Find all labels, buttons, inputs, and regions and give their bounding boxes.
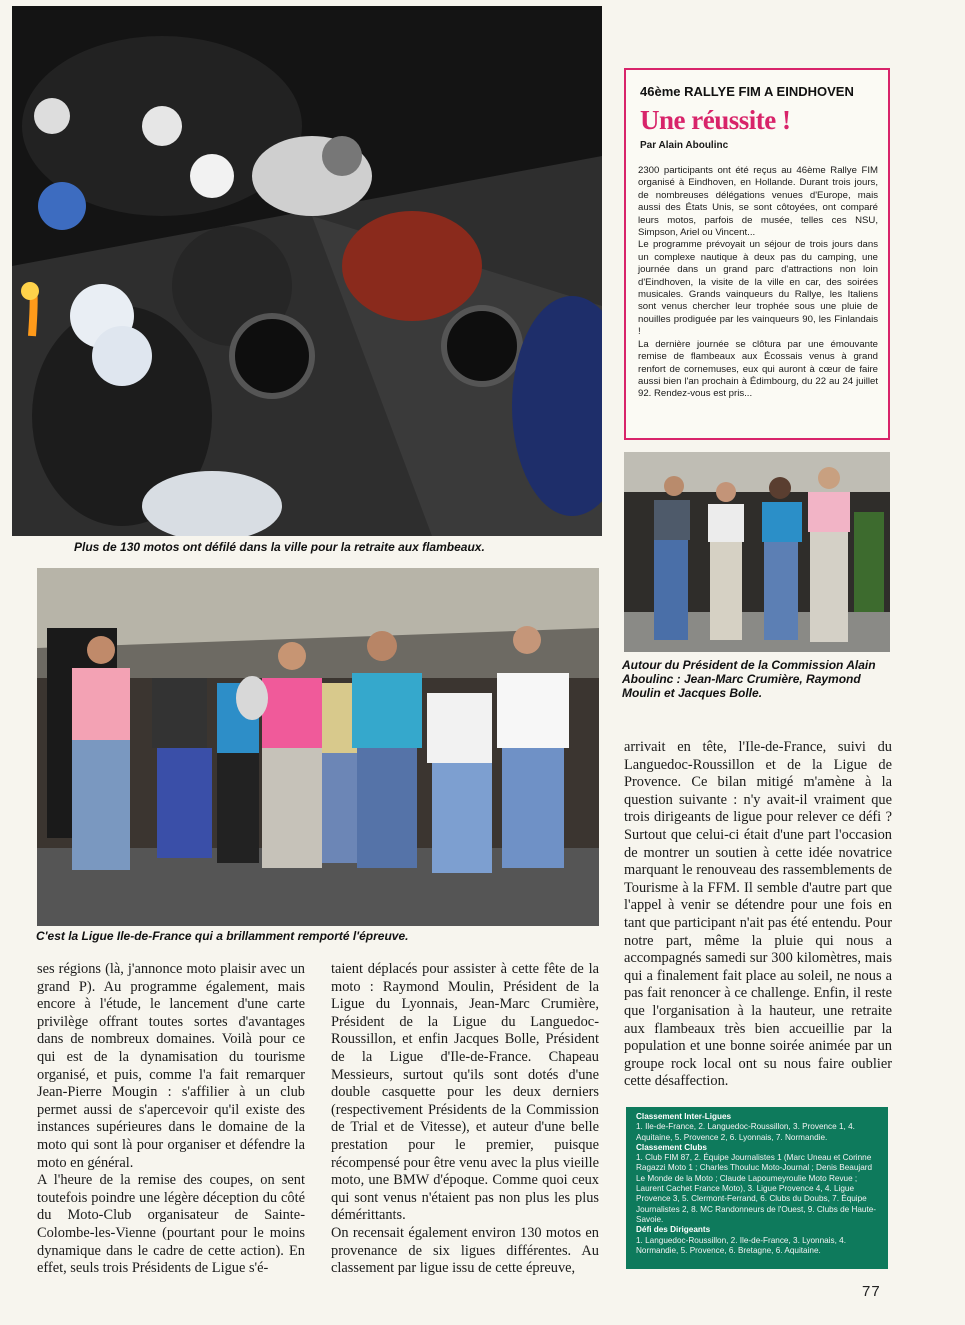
results-text: 1. Ile-de-France, 2. Languedoc-Roussillon, 3. Provence 1, 4. Aquitaine, 5. Provence 2, 6. Lyonnais, 7. Normandie. — [636, 1122, 855, 1142]
photo-ile-de-france-team — [37, 568, 599, 926]
article-column-2 — [331, 961, 599, 1278]
sidebar-paragraph: Le programme prévoyait un séjour de trois jours dans un complexe nautique à deux pas du camping, une journée dans un grand parc d'attractions non loin d'Eindhoven, la visite de la ville en car, des soirées musicales. Grands vainqueurs du Rallye, les Italiens sont venus chercher leur trophée sous une pluie de nouilles prodiguée par les vainqueurs 90, les Finlandais ! — [638, 239, 878, 338]
article-paragraph: arrivait en tête, l'Ile-de-France, suivi du Languedoc-Roussillon et de la Ligue de Provence. Ce bilan mitigé m'amène à la question suivante : n'y avait-il vraiment que trois dirigeants de ligue pour relever ce défi ? Surtout que celui-ci était d'une part l'occasion de montrer un soutien à cette idée novatrice marquant le renouveau des rassemblements de Tourisme à la FFM. Il semble d'autre part que l'appel à venir se détendre pour une fois en tant que participant n'ait pas été entendu. Pour notre part, même la pluie qui nous a accompagnés samedi sur 300 kilomètres, mais qui a finalement fait place au soleil, ne nous a pas fait renoncer à ce challenge. Enfin, il reste que l'organisation à la hauteur, une retraite aux flambeaux très bien accueillie par la population et une bonne soirée animée par un groupe rock local ont su nous faire oublier cette désaffection. — [624, 739, 892, 1090]
photo-league-presidents — [624, 452, 890, 652]
article-column-3 — [624, 739, 892, 1091]
results-text: 1. Club FIM 87, 2. Équipe Journalistes 1 (Marc Uneau et Corinne Ragazzi Moto 1 ; Charles Thouluc Moto-Journal ; Denis Beaujard Le Monde de la Moto ; Claude Lapoumeyroulie Moto Revue ; Laurent Cachet France Moto), 3. Ligue Provence 4, 4. Ligue Provence 3, 5. Clermont-Ferrand, 6. Clubs du Doubs, 7. Équipe Journalistes 2, 8. MC Randonneurs de l'Ouest, 9. Clubs de Haute-Savoie. — [636, 1153, 877, 1224]
article-paragraph: A l'heure de la remise des coupes, on sent toutefois poindre une légère déception du côté du Moto-Club organisateur de Sainte-Colombe-les-Vienne (pourtant pour le moins dynamique dans le cadre de cette action). En effet, seuls trois Présidents de Ligue s'é- — [37, 1172, 305, 1277]
sidebar-paragraph: 2300 participants ont été reçus au 46ème Rallye FIM organisé à Eindhoven, en Hollande. Durant trois jours, de nombreuses délégations venues d'Europe, mais aussi des États Unis, se sont côtoyées, ont comparé leurs motos, parfois de musée, telles ces NSU, Simpson, Ariel ou Vincent... — [638, 165, 878, 239]
caption-top-photo: Plus de 130 motos ont défilé dans la ville pour la retraite aux flambeaux. — [74, 540, 485, 554]
sidebar-kicker: 46ème RALLYE FIM A EINDHOVEN — [640, 84, 854, 99]
sidebar-byline: Par Alain Aboulinc — [640, 140, 729, 151]
caption-middle-photo: C'est la Ligue Ile-de-France qui a brillamment remporté l'épreuve. — [36, 929, 409, 943]
page-number: 77 — [862, 1283, 881, 1300]
results-box — [626, 1107, 888, 1269]
sidebar-headline: Une réussite ! — [640, 105, 791, 135]
sidebar-paragraph: La dernière journée se clôtura par une émouvante remise de flambeaux aux Écossais venus à grand renfort de cornemuses, eux qui auront à cœur de faire aussi bien l'an prochain à Édimbourg, du 22 au 24 juillet 92. Rendez-vous est pris... — [638, 338, 878, 400]
article-paragraph: ses régions (là, j'annonce moto plaisir avec un grand P). Au programme également, mais encore à l'étude, le lancement d'une carte privilège offrant toutes sortes d'avantages dans de nombreux domaines. Voilà pour ce qui est de la dynamisation du tourisme organisé, et puis, comme l'a fait remarquer Jean-Pierre Mougin : s'affilier à un club permet aussi de s'apercevoir qu'il existe des instances supérieures dans le domaine de la moto qui sont là pour organiser et défendre la moto en général. — [37, 961, 305, 1171]
results-text: 1. Languedoc-Roussillon, 2. Ile-de-France, 3. Lyonnais, 4. Normandie, 5. Provence, 6. Bretagne, 6. Aquitaine. — [636, 1235, 846, 1255]
results-heading: Défi des Dirigeants — [636, 1225, 711, 1235]
caption-right-photo: Autour du Président de la Commission Alain Aboulinc : Jean-Marc Crumière, Raymond Moulin et Jacques Bolle. — [622, 658, 876, 700]
results-heading: Classement Inter-Ligues — [636, 1112, 732, 1121]
rallye-sidebar-box — [624, 68, 890, 440]
article-paragraph: On recensait également environ 130 motos en provenance de six ligues différentes. Au classement par ligue issu de cette épreuve, — [331, 1224, 599, 1277]
article-paragraph: taient déplacés pour assister à cette fête de la moto : Raymond Moulin, Président de la Ligue du Lyonnais, Jean-Marc Crumière, Président de la Ligue du Languedoc-Roussillon, et enfin Jacques Bolle, Président de la Ligue d'Ile-de-France. Chapeau Messieurs, surtout qu'ils sont dotés d'une double casquette pour les deux derniers (respectivement Présidents de la Commission de Trial et de Vitesse), et auteur d'une belle prestation pour le premier, puisque récompensé pour être venu avec la plus vieille moto, une BMW d'époque. Comme quoi ceux qui sont venus n'étaient pas non plus les plus démérittants. — [331, 961, 599, 1224]
photo-motorcycle-parade — [12, 6, 602, 536]
results-heading: Classement Clubs — [636, 1142, 707, 1152]
article-column-1 — [37, 961, 305, 1278]
